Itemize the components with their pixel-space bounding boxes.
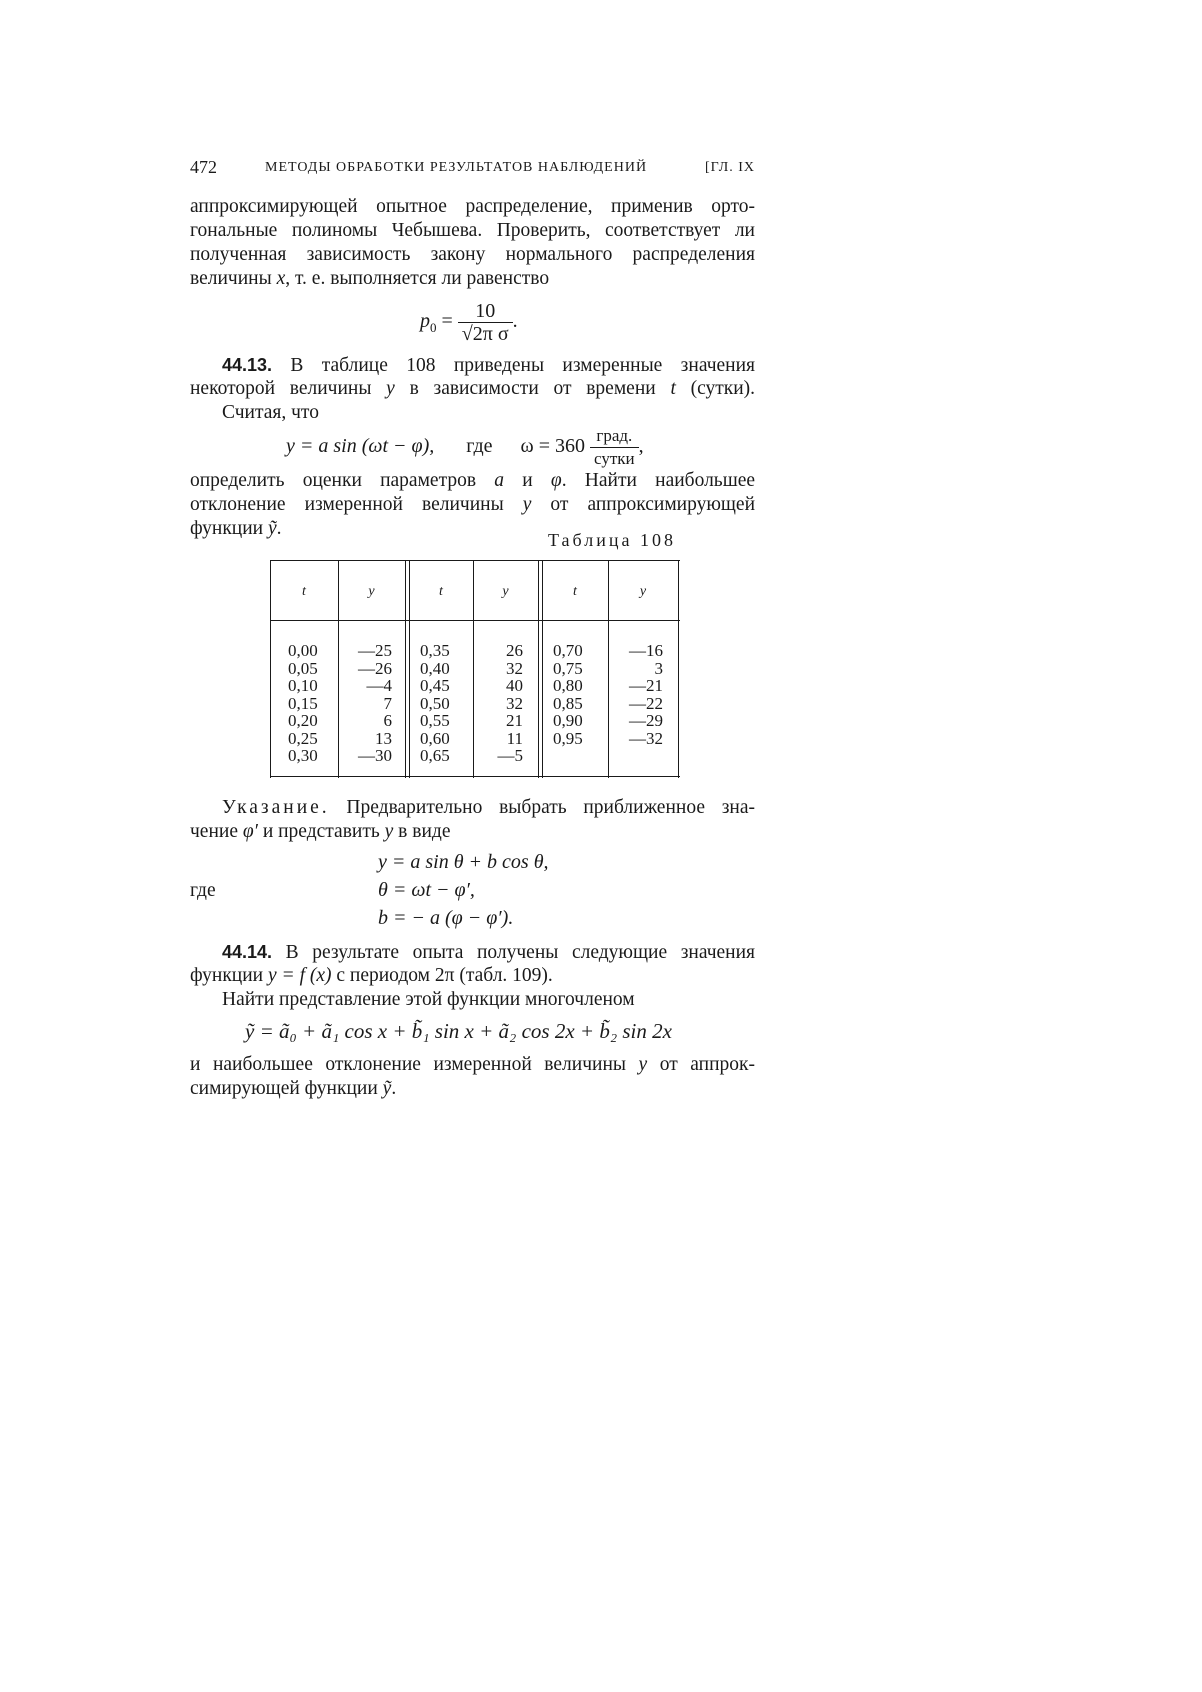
table-cell: 13 [375, 728, 392, 748]
hint-equation-2: θ = ωt − φ′, [378, 879, 475, 901]
chapter-label: [ГЛ. IX [705, 160, 755, 175]
table-header-t: t [302, 584, 306, 599]
table-cell: —22 [629, 693, 663, 713]
table-cell: 7 [383, 693, 392, 713]
hint-line-2: чение φ′ и представить y в виде [190, 821, 451, 842]
table-cell: 0,30 [288, 746, 318, 765]
table-cell: 0,00 [288, 641, 318, 660]
table-column-t3 [553, 642, 601, 747]
table-column-t1 [288, 642, 336, 765]
table-top-rule [270, 560, 680, 561]
table-cell: 0,20 [288, 711, 318, 730]
running-title: МЕТОДЫ ОБРАБОТКИ РЕЗУЛЬТАТОВ НАБЛЮДЕНИЙ [265, 160, 648, 175]
intro-line-1: аппроксимирующей опытное распределение, применив орто- [190, 196, 755, 217]
table-cell: 0,25 [288, 728, 318, 748]
table-cell: 0,95 [553, 728, 583, 748]
table-cell: 0,75 [553, 658, 583, 678]
table-cell: 0,60 [420, 728, 450, 748]
problem-4414-line-4: и наибольшее отклонение измеренной величины y от аппрок- [190, 1054, 756, 1075]
problem-4413-line-6: функции ỹ. [190, 518, 282, 539]
table-cell: —30 [358, 746, 392, 765]
table-cell: 0,90 [553, 711, 583, 730]
table-cell: 0,70 [553, 641, 583, 660]
table-cell: —16 [629, 641, 663, 660]
hint-where: где [190, 880, 216, 901]
table-bottom-rule [270, 776, 680, 777]
table-cell: 0,80 [553, 676, 583, 695]
table-column-y3 [613, 642, 663, 747]
table-header-y: y [368, 584, 375, 599]
table-cell: 32 [506, 658, 523, 678]
problem-4414-line-1: 44.14. В результате опыта получены следующие значения [222, 942, 756, 963]
table-cell: —21 [629, 676, 663, 695]
table-108 [270, 560, 680, 780]
hint-label: Указание. [222, 797, 330, 818]
table-header-t: t [439, 584, 443, 599]
table-header-t: t [573, 584, 577, 599]
table-cell: 0,15 [288, 693, 318, 713]
page-number: 472 [190, 157, 217, 177]
intro-line-3: полученная зависимость закону нормального распределения [190, 244, 755, 265]
table-cell: 0,35 [420, 641, 450, 660]
table-column-t2 [420, 642, 468, 765]
problem-4414-line-3: Найти представление этой функции многочленом [222, 989, 635, 1010]
table-header-y: y [502, 584, 509, 599]
intro-line-4: величины x, т. е. выполняется ли равенство [190, 268, 550, 289]
table-cell: 6 [383, 711, 392, 730]
hint-equation-1: y = a sin θ + b cos θ, [378, 851, 549, 873]
table-caption: Таблица 108 [548, 530, 676, 550]
intro-line-2: гональные полиномы Чебышева. Проверить, соответствует ли [190, 220, 755, 241]
problem-4413-line-2: некоторой величины y в зависимости от времени t (сутки). [190, 378, 756, 399]
table-cell: 11 [506, 728, 523, 748]
hint-line-1: Указание. Предварительно выбрать приближенное зна- [222, 797, 755, 818]
table-cell: 32 [506, 693, 523, 713]
table-cell: 0,40 [420, 658, 450, 678]
problem-4413-line-5: отклонение измеренной величины y от аппроксимирующей [190, 494, 756, 515]
problem-4413-line-4: определить оценки параметров a и φ. Найти наибольшее [190, 470, 756, 491]
trig-polynomial-formula: ỹ = ã₀ + ã₁ cos x + b̃₁ sin x + ã₂ cos 2x + b̃₂ sin 2x [245, 1019, 672, 1043]
problem-4413-line-3: Считая, что [222, 402, 319, 423]
table-header-rule [270, 620, 680, 621]
table-column-y2 [478, 642, 523, 765]
table-cell: 40 [506, 676, 523, 695]
table-cell: 0,55 [420, 711, 450, 730]
table-header-y: y [639, 584, 647, 599]
table-cell: —5 [497, 746, 523, 765]
sine-model-formula: y = a sin (ωt − φ), где ω = 360 $\frac{\text{град.}}{\text{сутки}}$ , [286, 426, 644, 468]
table-column-y1 [342, 642, 392, 765]
table-cell: 3 [654, 658, 663, 678]
table-col-divider [405, 560, 406, 778]
table-cell: 0,05 [288, 658, 318, 678]
table-cell: 0,65 [420, 746, 450, 765]
table-cell: 0,10 [288, 676, 318, 695]
table-cell: —25 [358, 641, 392, 660]
table-border-right [678, 560, 679, 778]
table-cell: —26 [358, 658, 392, 678]
normal-density-formula: $p_0$ = $\frac{10}{\text{√2π σ}}$ . [420, 300, 518, 345]
problem-4414-line-5: симирующей функции ỹ. [190, 1078, 397, 1099]
problem-4413-line-1: 44.13. В таблице 108 приведены измеренные значения [222, 355, 755, 376]
table-cell: —4 [366, 676, 392, 695]
hint-equation-3: b = − a (φ − φ′). [378, 907, 514, 929]
table-cell: 21 [506, 711, 523, 730]
table-cell: 26 [506, 641, 523, 660]
table-cell: —29 [629, 711, 663, 730]
problem-4414-line-2: функции y = f (x) с периодом 2π (табл. 109). [190, 965, 553, 986]
table-col-divider [538, 560, 539, 778]
table-cell: —32 [629, 728, 663, 748]
table-cell: 0,50 [420, 693, 450, 713]
table-cell: 0,45 [420, 676, 450, 695]
table-cell: 0,85 [553, 693, 583, 713]
